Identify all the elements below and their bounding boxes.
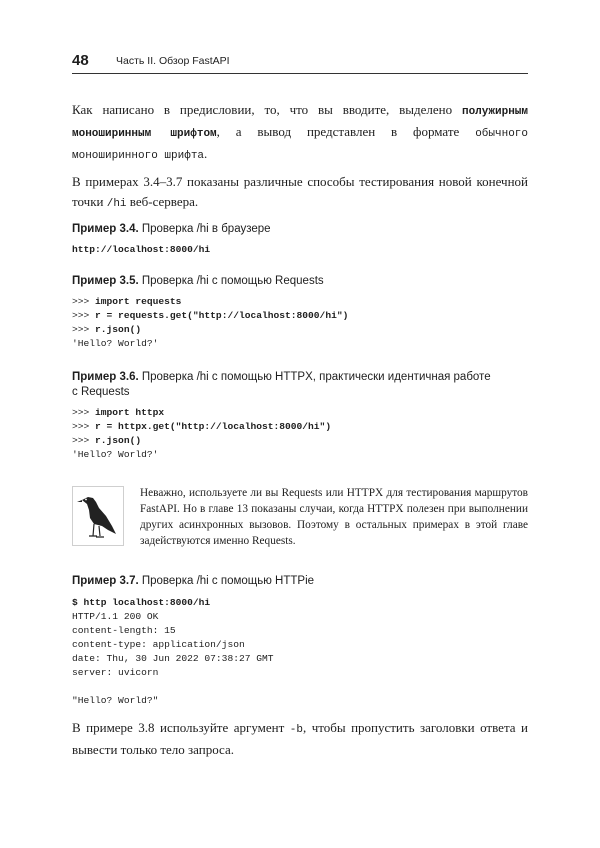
intro-text-3: . [204, 146, 208, 161]
code-line: server: uvicorn [72, 667, 159, 678]
note-text: Неважно, используете ли вы Requests или HTTPX для тестирования маршрутов FastAPI. Но в главе 13 показаны случаи, когда HTTPX полезен при выполнении других асинхронных вызовов. Поэтому в остальных примерах в этой главе задействуются именно Requests. [140, 487, 528, 547]
example-3-5-caption [72, 274, 528, 289]
code-line [72, 680, 528, 694]
code-line: http://localhost:8000/hi [72, 244, 211, 255]
code-line: >>> r = httpx.get("http://localhost:8000/hi") [72, 421, 332, 432]
intro-paragraph [72, 100, 528, 166]
example-3-6-caption [72, 370, 528, 400]
example-3-4-title: Проверка /hi в браузере [138, 223, 271, 235]
example-3-4-code [72, 243, 528, 257]
example-3-7-label: Пример 3.7. [72, 575, 139, 587]
code-line: HTTP/1.1 200 OK [72, 611, 159, 622]
page-header [72, 52, 528, 72]
example-3-7-caption [72, 574, 528, 589]
outro-code: -b [289, 724, 303, 736]
example-3-7-title: Проверка /hi с помощью HTTPie [138, 575, 315, 587]
outro-paragraph [72, 718, 528, 760]
code-line: >>> r.json() [72, 435, 142, 446]
code-line: $ http localhost:8000/hi [72, 597, 211, 608]
code-line: content-length: 15 [72, 625, 176, 636]
running-head: Часть II. Обзор FastAPI [116, 55, 230, 67]
example-3-4-caption [72, 222, 528, 237]
page-number: 48 [72, 52, 89, 69]
code-line: 'Hello? World?' [72, 449, 159, 460]
outro-text-2: , чтобы пропустить заголовки ответа и вывести только тело запроса. [72, 720, 528, 757]
header-rule [72, 73, 528, 74]
example-3-7-code [72, 596, 528, 708]
code-line: >>> import requests [72, 296, 182, 307]
example-3-6-label: Пример 3.6. [72, 371, 139, 383]
intro-text-1: Как написано в предисловии, то, что вы вводите, выделено [72, 102, 462, 117]
code-line: date: Thu, 30 Jun 2022 07:38:27 GMT [72, 653, 274, 664]
intro-mono: обычного моноширинного шрифта [72, 128, 528, 162]
example-3-5-title: Проверка /hi с помощью Requests [138, 275, 324, 287]
outro-text-1: В примере 3.8 используйте аргумент [72, 720, 290, 735]
code-line: >>> import httpx [72, 407, 165, 418]
code-line: "Hello? World?" [72, 695, 159, 706]
example-3-5-label: Пример 3.5. [72, 275, 139, 287]
intro-text-2: , а вывод представлен в формате [216, 124, 476, 139]
example-3-6-title-1: Проверка /hi с помощью HTTPX, практически идентичная работе [138, 371, 491, 383]
examples-intro-text-1: В примерах 3.4–3.7 показаны различные способы тестирования новой конечной точки [72, 174, 528, 209]
code-line: content-type: application/json [72, 639, 245, 650]
code-line: >>> r.json() [72, 324, 142, 335]
examples-intro-paragraph [72, 172, 528, 214]
example-3-6-title-2: с Requests [72, 386, 130, 398]
example-3-4-label: Пример 3.4. [72, 223, 139, 235]
example-3-5-code [72, 295, 528, 351]
code-line: >>> r = requests.get("http://localhost:8000/hi") [72, 310, 349, 321]
examples-intro-code: /hi [106, 198, 127, 210]
note-bird-icon [72, 486, 124, 546]
code-line: 'Hello? World?' [72, 338, 159, 349]
examples-intro-text-2: веб-сервера. [126, 194, 199, 209]
example-3-6-code [72, 406, 528, 462]
intro-bold-mono: полужирным моноширинным шрифтом [72, 106, 528, 140]
